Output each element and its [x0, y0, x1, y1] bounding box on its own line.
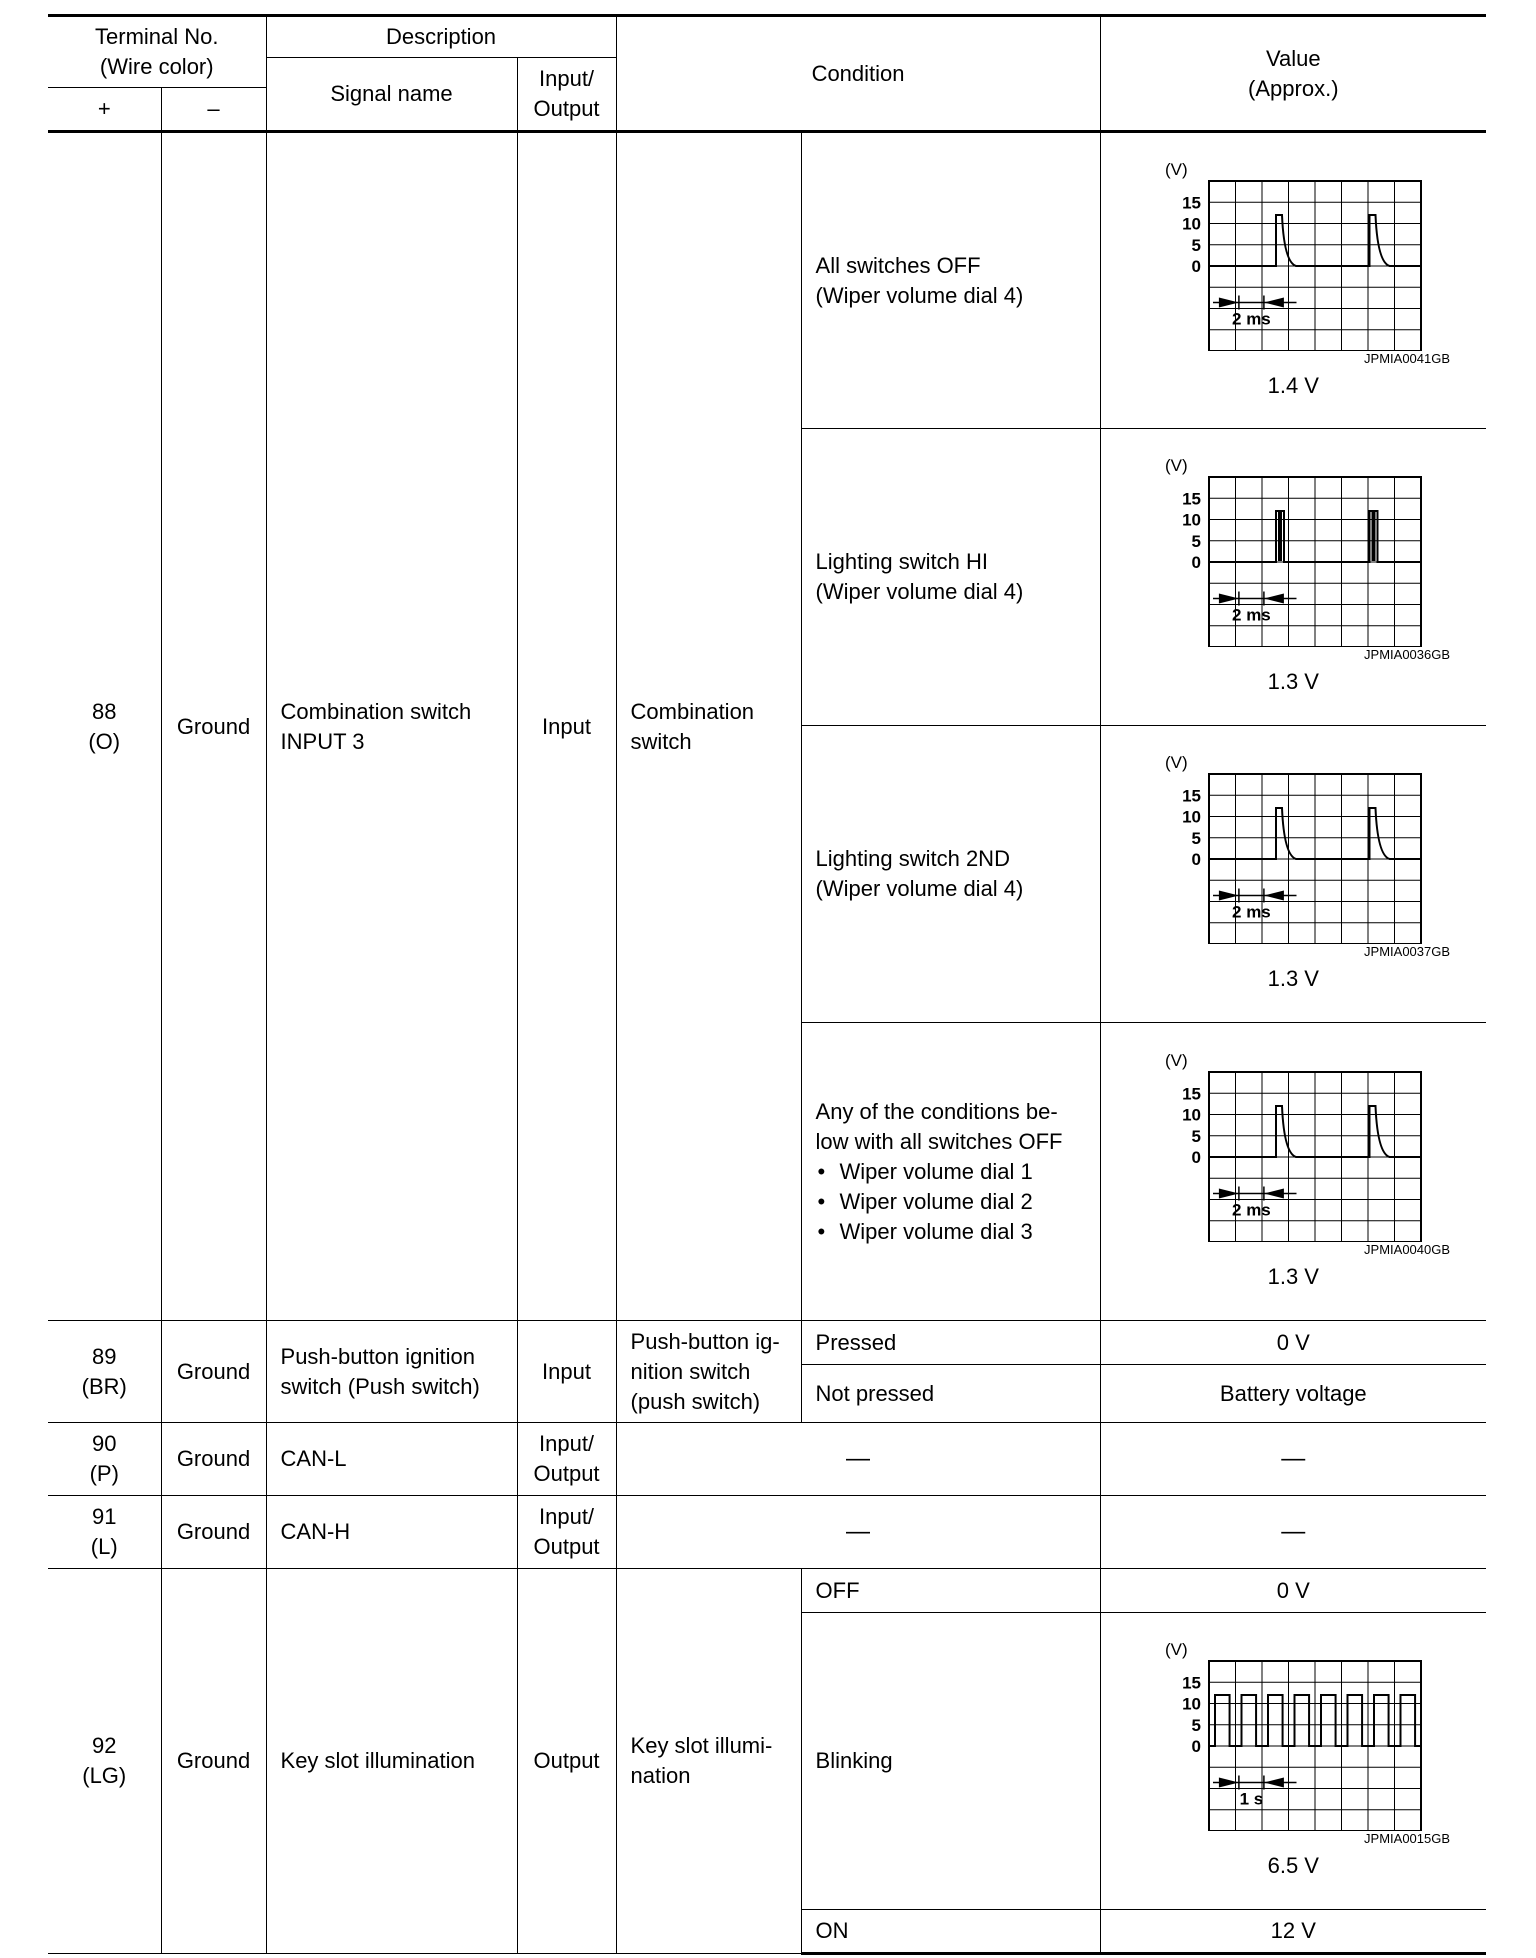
- header-signal-name: Signal name: [266, 58, 517, 132]
- terminal-91-signal: CAN-H: [266, 1496, 517, 1569]
- axis-tick-label: 15: [1182, 1083, 1202, 1103]
- wiper-dial-list: [816, 1157, 1086, 1247]
- list-item: • Wiper volume dial 3: [816, 1217, 1086, 1247]
- time-marker-arrow: [1264, 1188, 1284, 1198]
- waveform-code: JPMIA0036GB: [1364, 647, 1451, 662]
- header-terminal-no: Terminal No. (Wire color): [48, 16, 266, 88]
- axis-tick-label: 10: [1182, 510, 1202, 530]
- list-item: • Wiper volume dial 1: [816, 1157, 1086, 1187]
- time-scale-label: 2 ms: [1232, 902, 1272, 922]
- terminal-spec-table: [48, 14, 1486, 1955]
- terminal-90-io: Input/ Output: [517, 1423, 616, 1496]
- value-not-pressed: Battery voltage: [1100, 1365, 1486, 1423]
- value-waveform-0037: [1100, 726, 1486, 1023]
- waveform-value: 1.3 V: [1267, 669, 1319, 694]
- terminal-91-ground: Ground: [161, 1496, 266, 1569]
- header-condition: Condition: [616, 16, 1100, 132]
- terminal-92-condition-group: Key slot illumi- nation: [616, 1569, 801, 1954]
- axis-tick-label: 15: [1182, 786, 1202, 806]
- waveform-chart: [1163, 1052, 1423, 1242]
- condition-not-pressed: Not pressed: [801, 1365, 1100, 1423]
- terminal-92-ground: Ground: [161, 1569, 266, 1954]
- time-scale-label: 2 ms: [1232, 309, 1272, 328]
- condition-lighting-switch-2nd: Lighting switch 2ND (Wiper volume dial 4): [801, 726, 1100, 1023]
- terminal-92: 92 (LG): [48, 1569, 161, 1954]
- axis-tick-label: 5: [1191, 1126, 1202, 1146]
- axis-tick-label: 0: [1191, 1147, 1202, 1167]
- terminal-89: 89 (BR): [48, 1321, 161, 1423]
- terminal-90-signal: CAN-L: [266, 1423, 517, 1496]
- terminal-89-ground: Ground: [161, 1321, 266, 1423]
- waveform-value: 1.3 V: [1267, 966, 1319, 991]
- axis-tick-label: 15: [1182, 192, 1202, 212]
- terminal-92-signal: Key slot illumination: [266, 1569, 517, 1954]
- waveform-value: 1.4 V: [1267, 372, 1319, 398]
- value-waveform-0015: [1100, 1613, 1486, 1910]
- terminal-91-value: —: [1100, 1496, 1486, 1569]
- axis-tick-label: 0: [1191, 1737, 1202, 1756]
- header-minus: –: [161, 88, 266, 132]
- terminal-90-ground: Ground: [161, 1423, 266, 1496]
- axis-tick-label: 15: [1182, 1673, 1202, 1693]
- terminal-90: 90 (P): [48, 1423, 161, 1496]
- terminal-91-condition: —: [616, 1496, 1100, 1569]
- time-scale-label: 2 ms: [1232, 605, 1272, 625]
- list-item: • Wiper volume dial 2: [816, 1187, 1086, 1217]
- axis-tick-label: 5: [1191, 828, 1202, 848]
- condition-wiper-volume-dials: Any of the conditions be- low with all switches OFF • Wiper volume dial 1 • Wiper volume dial 2 • Wiper volume dial 3: [801, 1023, 1100, 1321]
- axis-unit-label: (V): [1165, 1051, 1188, 1070]
- value-waveform-0040: [1100, 1023, 1486, 1321]
- condition-blinking: Blinking: [801, 1613, 1100, 1910]
- header-input-output: Input/ Output: [517, 58, 616, 132]
- terminal-89-condition-group: Push-button ig- nition switch (push switch): [616, 1321, 801, 1423]
- axis-tick-label: 5: [1191, 531, 1202, 551]
- terminal-89-signal: Push-button ignition switch (Push switch): [266, 1321, 517, 1423]
- value-on: 12 V: [1100, 1910, 1486, 1954]
- waveform-chart: [1163, 754, 1423, 944]
- value-waveform-0036: [1100, 429, 1486, 726]
- axis-tick-label: 10: [1182, 1105, 1202, 1124]
- terminal-88: 88 (O): [48, 132, 161, 1321]
- axis-tick-label: 5: [1191, 1715, 1202, 1735]
- terminal-92-io: Output: [517, 1569, 616, 1954]
- waveform-chart: [1163, 1641, 1423, 1831]
- time-marker-arrow: [1264, 891, 1284, 901]
- waveform-code: JPMIA0040GB: [1364, 1241, 1451, 1257]
- condition-all-switches-off: All switches OFF (Wiper volume dial 4): [801, 132, 1100, 429]
- time-marker-arrow: [1264, 297, 1284, 307]
- terminal-90-value: —: [1100, 1423, 1486, 1496]
- waveform-chart: [1163, 161, 1423, 351]
- value-off: 0 V: [1100, 1569, 1486, 1613]
- waveform-code: JPMIA0041GB: [1364, 350, 1451, 366]
- waveform-chart: [1163, 457, 1423, 647]
- waveform-code: JPMIA0015GB: [1364, 1831, 1451, 1846]
- header-description: Description: [266, 16, 616, 58]
- axis-tick-label: 10: [1182, 1694, 1202, 1714]
- terminal-90-condition: —: [616, 1423, 1100, 1496]
- axis-unit-label: (V): [1165, 457, 1188, 475]
- axis-tick-label: 5: [1191, 235, 1202, 255]
- terminal-88-condition-group: Combination switch: [616, 132, 801, 1321]
- waveform-code: JPMIA0037GB: [1364, 944, 1451, 959]
- value-waveform-0041: [1100, 132, 1486, 429]
- waveform-value: 6.5 V: [1267, 1853, 1319, 1878]
- condition-on: ON: [801, 1910, 1100, 1954]
- condition-off: OFF: [801, 1569, 1100, 1613]
- time-scale-label: 2 ms: [1232, 1200, 1272, 1219]
- axis-tick-label: 0: [1191, 850, 1202, 869]
- axis-tick-label: 10: [1182, 807, 1202, 827]
- axis-tick-label: 15: [1182, 489, 1202, 509]
- axis-unit-label: (V): [1165, 160, 1188, 179]
- axis-unit-label: (V): [1165, 1641, 1188, 1659]
- axis-tick-label: 10: [1182, 214, 1202, 233]
- time-marker-arrow: [1264, 594, 1284, 604]
- waveform-value: 1.3 V: [1267, 1263, 1319, 1289]
- terminal-88-ground: Ground: [161, 132, 266, 1321]
- value-pressed: 0 V: [1100, 1321, 1486, 1365]
- axis-tick-label: 0: [1191, 553, 1202, 572]
- axis-unit-label: (V): [1165, 754, 1188, 772]
- axis-tick-label: 0: [1191, 256, 1202, 276]
- condition-lighting-switch-hi: Lighting switch HI (Wiper volume dial 4): [801, 429, 1100, 726]
- terminal-89-io: Input: [517, 1321, 616, 1423]
- time-scale-label: 1 s: [1239, 1789, 1264, 1809]
- time-marker-arrow: [1264, 1778, 1284, 1788]
- terminal-88-signal: Combination switch INPUT 3: [266, 132, 517, 1321]
- terminal-91: 91 (L): [48, 1496, 161, 1569]
- condition-pressed: Pressed: [801, 1321, 1100, 1365]
- terminal-88-io: Input: [517, 132, 616, 1321]
- header-value: Value (Approx.): [1100, 16, 1486, 132]
- terminal-91-io: Input/ Output: [517, 1496, 616, 1569]
- header-plus: +: [48, 88, 161, 132]
